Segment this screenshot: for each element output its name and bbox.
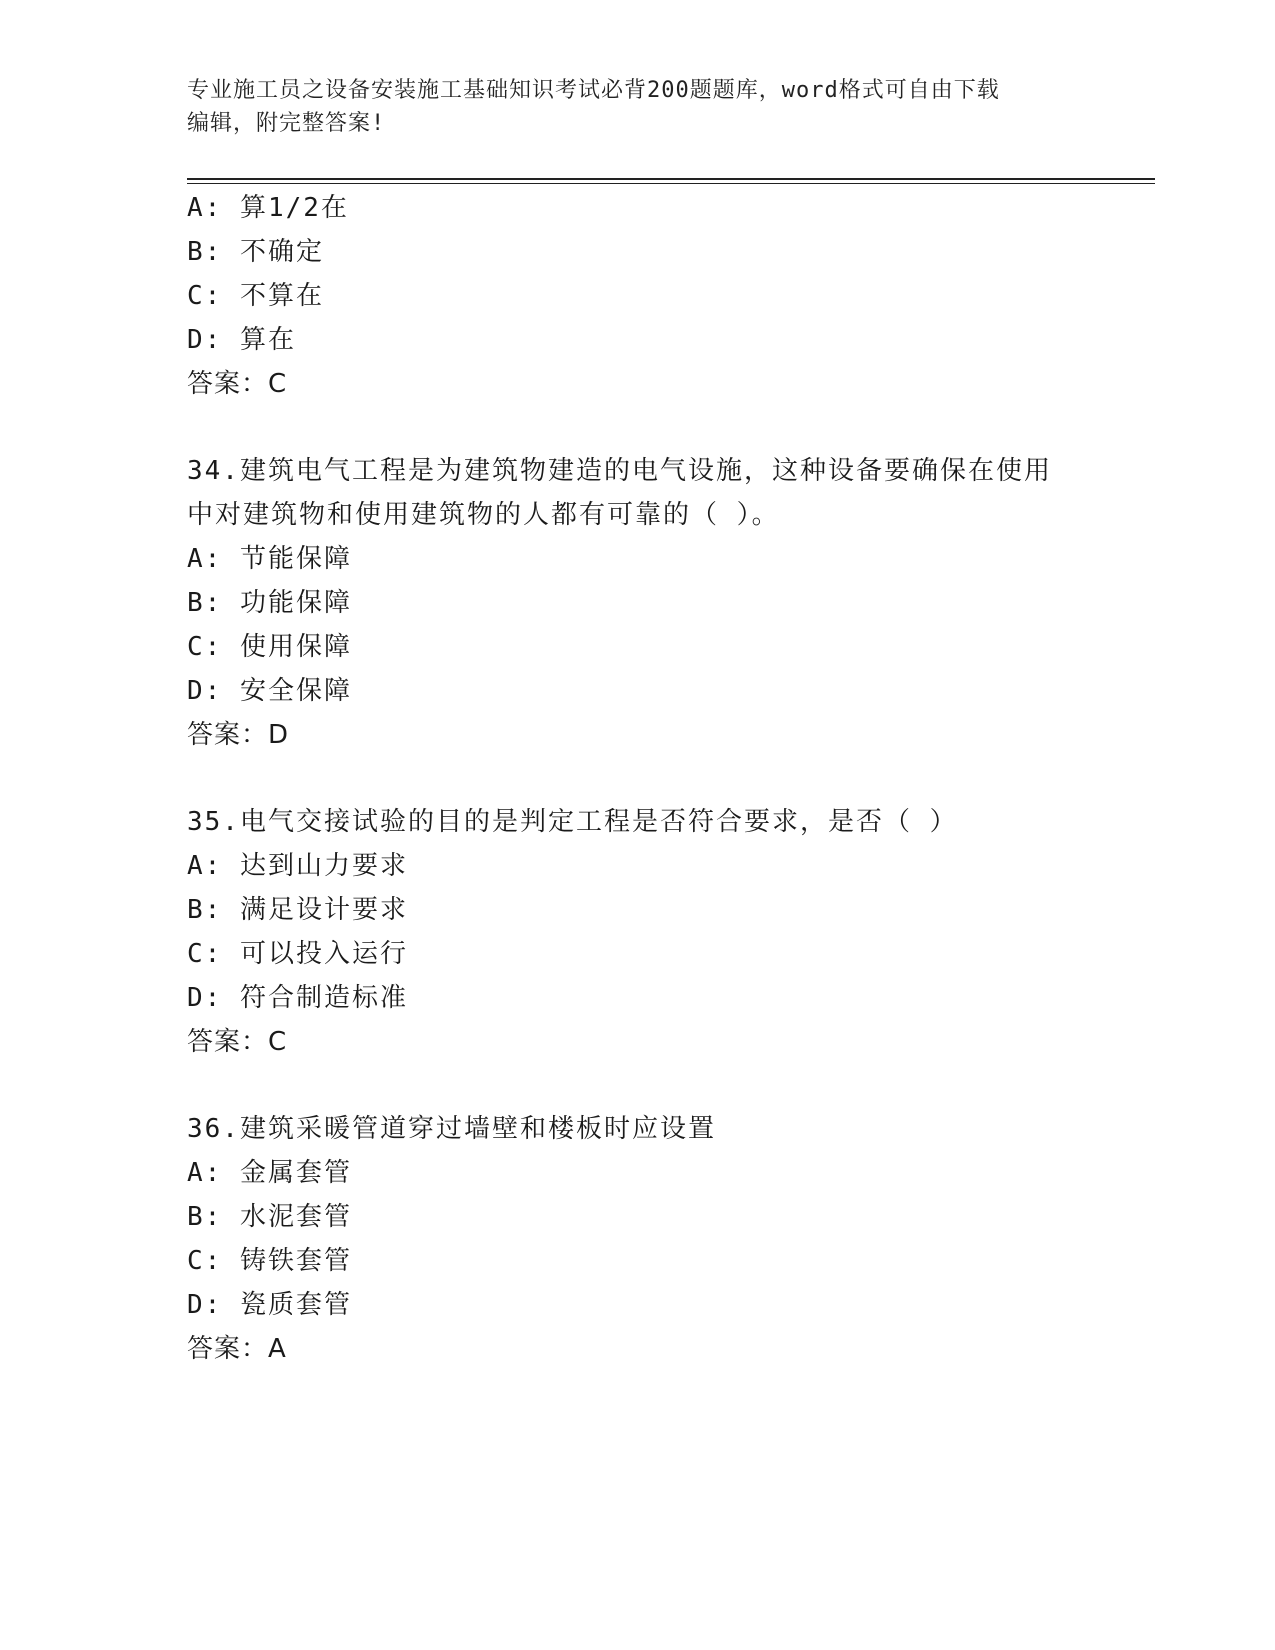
q36-option-c: C: 铸铁套管 — [187, 1246, 352, 1276]
q35-answer: 答案：C — [187, 1027, 288, 1057]
q36-stem-line-1: 36.建筑采暖管道穿过墙壁和楼板时应设置 — [187, 1114, 716, 1144]
q35-option-b: B: 满足设计要求 — [187, 895, 408, 925]
q34-stem-line-1: 34.建筑电气工程是为建筑物建造的电气设施，这种设备要确保在使用 — [187, 456, 1052, 486]
q36-answer: 答案：A — [187, 1334, 287, 1364]
q35-option-c: C: 可以投入运行 — [187, 939, 408, 969]
q34-option-c: C: 使用保障 — [187, 632, 352, 662]
q35-option-d: D: 符合制造标准 — [187, 983, 408, 1013]
header-divider-thin — [187, 183, 1155, 184]
q36-option-a: A: 金属套管 — [187, 1158, 352, 1188]
q34-option-a: A: 节能保障 — [187, 544, 352, 574]
header-divider — [187, 178, 1155, 180]
q33-option-d: D: 算在 — [187, 325, 296, 355]
q33-option-c: C: 不算在 — [187, 281, 324, 311]
header-title-line-2: 编辑，附完整答案! — [187, 111, 386, 136]
q34-option-d: D: 安全保障 — [187, 676, 352, 706]
header-title-line-1: 专业施工员之设备安装施工基础知识考试必背200题题库，word格式可自由下载 — [187, 78, 1000, 103]
q34-option-b: B: 功能保障 — [187, 588, 352, 618]
q35-stem-line-1: 35.电气交接试验的目的是判定工程是否符合要求，是否（ ） — [187, 807, 958, 837]
q35-option-a: A: 达到山力要求 — [187, 851, 408, 881]
q34-stem-line-2: 中对建筑物和使用建筑物的人都有可靠的（ ）。 — [187, 500, 780, 530]
q34-answer: 答案：D — [187, 720, 290, 750]
q36-option-d: D: 瓷质套管 — [187, 1290, 352, 1320]
q36-option-b: B: 水泥套管 — [187, 1202, 352, 1232]
q33-option-b: B: 不确定 — [187, 237, 324, 267]
document-header — [187, 74, 1087, 140]
q33-answer: 答案：C — [187, 369, 288, 399]
q33-option-a: A: 算1/2在 — [187, 193, 349, 223]
